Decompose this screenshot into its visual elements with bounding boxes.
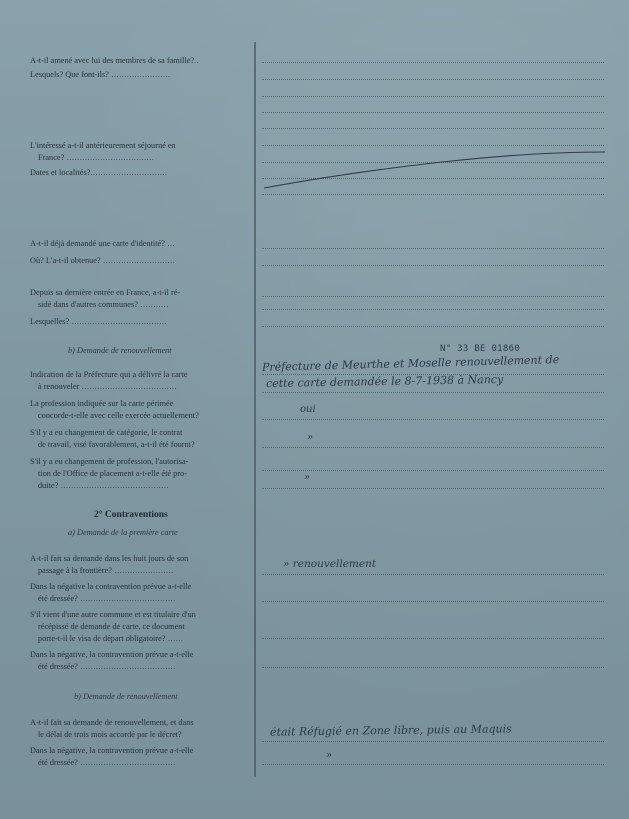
question-text: Dates et localités? bbox=[30, 168, 91, 177]
column-divider bbox=[254, 42, 256, 777]
question-other-communes bbox=[30, 287, 180, 298]
question-text: porte-t-il le visa de départ obligatoire? bbox=[38, 634, 166, 643]
question-text: concorde-t-elle avec celle exercée actuellement? bbox=[38, 411, 199, 420]
question-which-ones: Lesquels? Que font-ils? ....................... bbox=[30, 70, 171, 79]
question-renewal-deadline bbox=[30, 717, 194, 728]
answer-line bbox=[262, 470, 604, 471]
question-other-communes-cont: sidé dans d'autres communes? ........... bbox=[38, 300, 169, 309]
question-text: Dans la négative, la contravention prévue a-t-elle bbox=[30, 746, 194, 755]
question-text: passage à la frontière? bbox=[38, 566, 112, 575]
answer-line bbox=[262, 112, 604, 113]
answer-line bbox=[262, 62, 604, 63]
question-text: de travail, visé favorablement, a-t-il été fourni? bbox=[38, 440, 195, 449]
question-text: Dans la négative la contravention prévue a-t-elle bbox=[30, 582, 192, 591]
question-renewal-deadline-cont bbox=[30, 729, 182, 740]
question-issuing-prefecture bbox=[30, 369, 188, 380]
answer-line bbox=[262, 741, 604, 742]
answer-line bbox=[262, 96, 604, 97]
question-text: S'il vient d'une autre commune et est titulaire d'un bbox=[30, 610, 196, 619]
answer-line bbox=[262, 574, 604, 575]
answer-line bbox=[262, 488, 604, 489]
question-other-commune-receipt-cont bbox=[30, 621, 185, 632]
question-previous-stay bbox=[30, 140, 176, 151]
question-eight-days-cont: passage à la frontière? ....................... bbox=[38, 566, 174, 575]
question-text: Où? L'a-t-il obtenue? bbox=[30, 256, 101, 265]
section-first-card-request: a) Demande de la première carte bbox=[68, 528, 178, 537]
question-profession-change bbox=[30, 456, 188, 467]
answer-line bbox=[262, 447, 604, 448]
question-text: à renouveler bbox=[38, 382, 80, 391]
question-text: récépissé de demande de carte, ce document bbox=[38, 622, 185, 631]
question-text: France? bbox=[38, 153, 65, 162]
handwritten-refugie: était Réfugié en Zone libre, puis au Maquis bbox=[269, 722, 512, 739]
question-text: A-t-il déjà demandé une carte d'identité? bbox=[30, 239, 165, 248]
question-text: été dressée? bbox=[38, 662, 78, 671]
question-category-change bbox=[30, 427, 182, 438]
handwritten-prefecture-line1: Préfecture de Meurthe et Moselle renouvellement de bbox=[261, 353, 560, 374]
section-renewal-request-2: b) Demande de renouvellement bbox=[74, 692, 178, 701]
question-text: été dressée? bbox=[38, 758, 78, 767]
handwritten-oui: oui bbox=[300, 404, 316, 415]
question-category-change-cont bbox=[30, 439, 195, 450]
question-dates-places: Dates et localités?.............................. bbox=[30, 168, 168, 177]
question-where-obtained: Où? L'a-t-il obtenue? ............................ bbox=[30, 256, 176, 265]
question-issuing-prefecture-cont: à renouveler ..................................... bbox=[38, 382, 178, 391]
question-text: A-t-il fait sa demande de renouvellement, et dans bbox=[30, 718, 194, 727]
question-eight-days bbox=[30, 553, 188, 564]
question-contravention-2-cont: été dressée? ..................................... bbox=[38, 662, 176, 671]
question-which-communes: Lesquelles? ..................................... bbox=[30, 317, 167, 326]
answer-line bbox=[262, 309, 604, 310]
answer-line bbox=[262, 194, 604, 195]
question-other-commune-receipt-cont2: porte-t-il le visa de départ obligatoire? ...... bbox=[38, 634, 184, 643]
question-text: Depuis sa dernière entrée en France, a-t-il ré- bbox=[30, 288, 181, 297]
question-profession-change-cont bbox=[30, 468, 187, 479]
handwritten-ditto: » bbox=[326, 750, 333, 761]
question-text: Lesquelles? bbox=[30, 317, 70, 326]
question-text: S'il y a eu changement de profession, l'autorisa- bbox=[30, 457, 189, 466]
question-text: La profession indiquée sur la carte périmée bbox=[30, 399, 174, 408]
answer-line bbox=[262, 392, 604, 393]
question-id-card-requested: A-t-il déjà demandé une carte d'identité? ... bbox=[30, 239, 176, 248]
answer-line bbox=[262, 326, 604, 327]
question-text: A-t-il fait sa demande dans les huit jours de son bbox=[30, 554, 189, 563]
question-text: duite? bbox=[38, 481, 59, 490]
answer-line bbox=[262, 145, 604, 146]
handwritten-renouvellement: » renouvellement bbox=[283, 558, 377, 570]
answer-line bbox=[262, 128, 604, 129]
answer-line bbox=[262, 667, 604, 668]
answer-line bbox=[262, 248, 604, 249]
handwritten-prefecture-line2: cette carte demandée le 8-7-1938 à Nancy bbox=[265, 372, 504, 391]
question-contravention-2 bbox=[30, 649, 193, 660]
question-text: L'intéressé a-t-il antérieurement séjourné en bbox=[30, 141, 176, 150]
section-renewal-request: b) Demande de renouvellement bbox=[68, 346, 172, 355]
question-text: été dressée? bbox=[38, 594, 78, 603]
question-profession-change-cont2: duite? .......................................... bbox=[38, 481, 169, 490]
answer-line bbox=[262, 296, 604, 297]
question-text: sidé dans d'autres communes? bbox=[38, 300, 138, 309]
answer-line bbox=[262, 265, 604, 266]
question-contravention-3-cont: été dressée? ..................................... bbox=[38, 758, 176, 767]
question-previous-stay-cont: France? .................................. bbox=[38, 153, 155, 162]
question-contravention-1 bbox=[30, 581, 191, 592]
answer-line bbox=[262, 764, 604, 765]
answer-line bbox=[262, 638, 604, 639]
question-profession-match-cont bbox=[30, 410, 199, 421]
question-contravention-1-cont: été dressée? ..................................... bbox=[38, 594, 176, 603]
question-contravention-3 bbox=[30, 745, 193, 756]
answer-line bbox=[262, 601, 604, 602]
question-text: Indication de la Préfecture qui a délivré la carte bbox=[30, 370, 188, 379]
question-other-commune-receipt bbox=[30, 609, 196, 620]
question-text: Dans la négative, la contravention prévue a-t-elle bbox=[30, 650, 194, 659]
question-text: tion de l'Office de placement a-t-elle été pro- bbox=[38, 469, 187, 478]
answer-line bbox=[262, 419, 604, 420]
question-family-members: A-t-il amené avec lui des membres de sa famille?.. bbox=[30, 56, 200, 65]
handwritten-ditto: » bbox=[304, 472, 311, 483]
question-text: Lesquels? Que font-ils? bbox=[30, 70, 109, 79]
question-text: le délai de trois mois accordé par le décret? bbox=[38, 730, 182, 739]
pen-strike-line bbox=[262, 150, 607, 190]
heading-contraventions: 2° Contraventions bbox=[94, 510, 168, 520]
handwritten-ditto: » bbox=[307, 432, 314, 443]
question-profession-match bbox=[30, 398, 173, 409]
question-text: S'il y a eu changement de catégorie, le contrat bbox=[30, 428, 183, 437]
stamp-number: N° 33 BE 01860 bbox=[440, 344, 521, 354]
answer-line bbox=[262, 79, 604, 80]
question-text: A-t-il amené avec lui des membres de sa famille? bbox=[30, 56, 195, 65]
